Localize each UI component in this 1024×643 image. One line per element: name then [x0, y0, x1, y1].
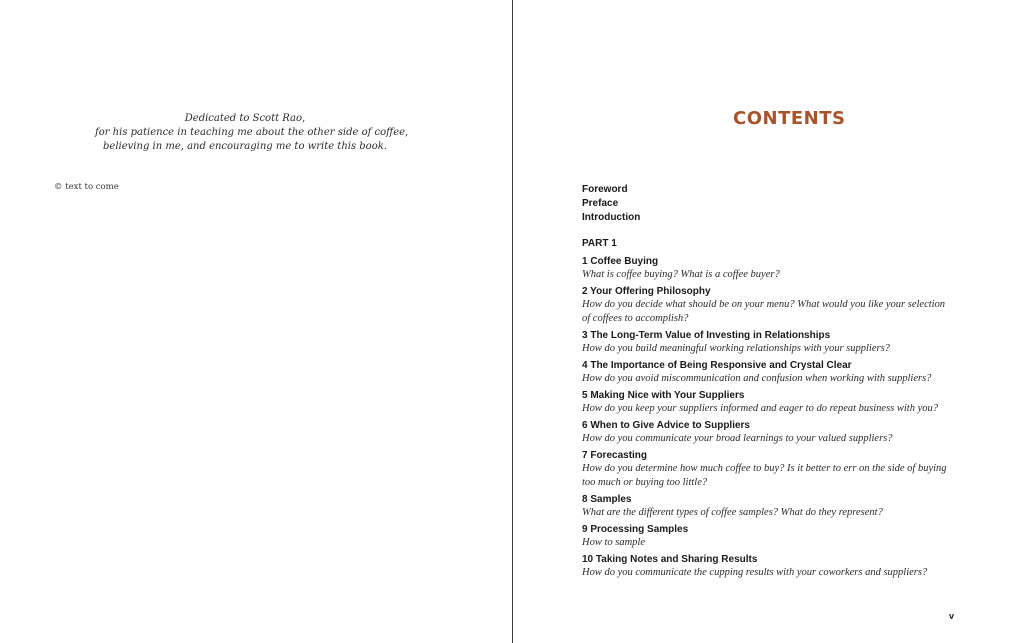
chapter-entry — [582, 329, 952, 356]
part-heading: PART 1 — [582, 238, 617, 249]
chapter-title: 4 The Importance of Being Responsive and Crystal Clear — [582, 360, 852, 371]
chapter-entry — [582, 449, 952, 490]
chapter-description: What is coffee buying? What is a coffee buyer? — [582, 269, 780, 280]
chapter-list — [582, 255, 952, 583]
chapter-title: 6 When to Give Advice to Suppliers — [582, 420, 750, 431]
chapter-description: How do you avoid miscommunication and confusion when working with suppliers? — [582, 373, 932, 384]
chapter-description: What are the different types of coffee samples? What do they represent? — [582, 507, 883, 518]
chapter-entry — [582, 523, 952, 550]
chapter-title: 5 Making Nice with Your Suppliers — [582, 390, 745, 401]
chapter-entry — [582, 553, 952, 580]
chapter-description: How do you build meaningful working relationships with your suppliers? — [582, 343, 890, 354]
dedication — [95, 112, 409, 154]
chapter-description: How do you decide what should be on your menu? What would you like your selection of coffees to accomplish? — [582, 299, 946, 324]
chapter-title: 9 Processing Samples — [582, 524, 689, 535]
front-matter-list — [582, 183, 640, 225]
chapter-description: How do you keep your suppliers informed and eager to do repeat business with you? — [582, 403, 938, 414]
dedication-line: Dedicated to Scott Rao, — [184, 113, 306, 124]
copyright-notice: © text to come — [54, 182, 119, 192]
chapter-title: 1 Coffee Buying — [582, 256, 659, 267]
chapter-description: How do you communicate your broad learnings to your valued suppliers? — [582, 433, 893, 444]
chapter-title: 8 Samples — [582, 494, 632, 505]
chapter-entry — [582, 359, 952, 386]
dedication-line: believing in me, and encouraging me to write this book. — [103, 141, 387, 152]
chapter-entry — [582, 285, 952, 326]
chapter-title: 7 Forecasting — [582, 450, 648, 461]
chapter-entry — [582, 389, 952, 416]
dedication-line: for his patience in teaching me about the other side of coffee, — [95, 127, 409, 138]
front-matter-item-foreword: Foreword — [582, 184, 628, 195]
chapter-title: 3 The Long-Term Value of Investing in Relationships — [582, 330, 831, 341]
chapter-entry — [582, 255, 952, 282]
chapter-entry — [582, 493, 952, 520]
chapter-title: 10 Taking Notes and Sharing Results — [582, 554, 758, 565]
chapter-description: How to sample — [582, 537, 645, 548]
chapter-description: How do you determine how much coffee to buy? Is it better to err on the side of buying too much or buying too little? — [582, 463, 947, 488]
page-number: v — [949, 611, 955, 621]
chapter-title: 2 Your Offering Philosophy — [582, 286, 711, 297]
contents-title: CONTENTS — [733, 108, 846, 129]
front-matter-item-preface: Preface — [582, 198, 619, 209]
front-matter-item-introduction: Introduction — [582, 212, 641, 223]
chapter-description: How do you communicate the cupping results with your coworkers and suppliers? — [582, 567, 928, 578]
chapter-entry — [582, 419, 952, 446]
right-page — [513, 0, 1024, 643]
